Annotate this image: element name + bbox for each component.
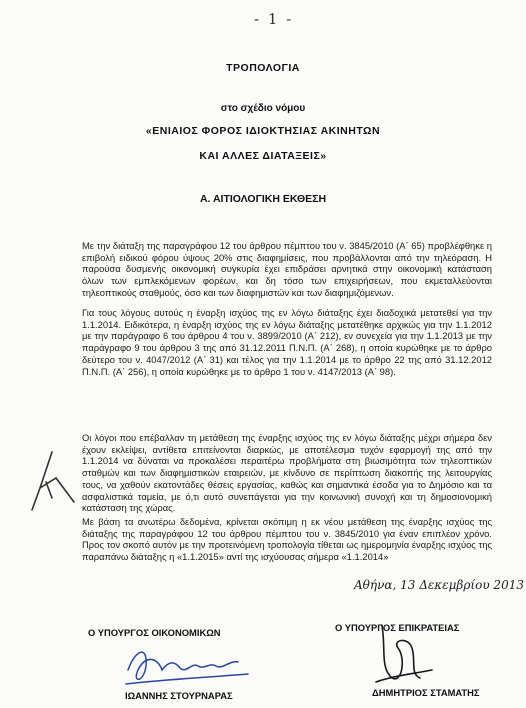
minister-2-name: ΔΗΜΗΤΡΙΟΣ ΣΤΑΜΑΤΗΣ bbox=[372, 687, 480, 698]
date-line: Αθήνα, 13 Δεκεμβρίου 2013 bbox=[354, 578, 524, 592]
paragraph-3: Οι λόγοι που επέβαλλαν τη μετάθεση της έναρξης ισχύος της εν λόγω διάταξης μέχρι σήμερα δεν έχουν εκλείψει, αντίθετα επιτείνονται διαρκώς, με αποτέλεσμα τυχόν εφαρμογή της από την 1.1.2014 να δύναται να προκαλέσει περαιτέρω προβλήματα στη βιωσιμότητα των τηλεοπτικών σταθμών και των διαφημιστικών εταιρειών, με κίνδυνο σε περίπτωση διακοπής της λειτουργίας τους, να χαθούν εκατοντάδες θέσεις εργασίας, καθώς και σημαντικά έσοδα για το Δημόσιο και τα ασφαλιστικά ταμεία, με ό,τι αυτό συνεπάγεται για την κοινωνική συνοχή και τη δημοσιονομική κατάσταση της χώρας. bbox=[82, 432, 492, 514]
paragraph-2: Για τους λόγους αυτούς η έναρξη ισχύος της εν λόγω διάταξης έχει διαδοχικά μετατεθεί για την 1.1.2014. Ειδικότερα, η έναρξη ισχύος της εν λόγω διάταξης μετατέθηκε αρχικώς για την 1.1.2012 με την παράγραφο 6 του άρθρου 4 του ν. 3899/2010 (Α΄ 212), εν συνεχεία για την 1.1.2013 με την παράγραφο 9 του άρθρου 3 της από 31.12.2011 Π.Ν.Π. (Α΄ 268), η οποία κυρώθηκε με το άρθρο δεύτερο του ν. 4047/2012 (Α΄ 31) και τέλος για την 1.1.2014 με το άρθρο 22 της από 31.12.2012 Π.Ν.Π. (Α΄ 256), η οποία κυρώθηκε με το άρθρο 1 του ν. 4147/2013 (Α΄ 98). bbox=[82, 307, 492, 377]
minister-2-title: Ο ΥΠΟΥΡΓΟΣ ΕΠΙΚΡΑΤΕΙΑΣ bbox=[335, 622, 460, 633]
paragraph-4: Με βάση τα ανωτέρω δεδομένα, κρίνεται σκόπιμη η εκ νέου μετάθεση της έναρξης ισχύος της διάταξης της παραγράφου 12 του άρθρου πέμπτου του ν. 3845/2010 για έναν επιπλέον χρόνο. Προς τον σκοπό αυτόν με την προτεινόμενη τροπολογία τίθεται ως ημερομηνία έναρξης ισχύος της παραπάνω διάταξης η «1.1.2015» αντί της ισχύουσας σήμερα «1.1.2014» bbox=[82, 516, 492, 563]
signature-stamatis bbox=[362, 618, 442, 688]
signature-stournaras bbox=[118, 640, 258, 690]
margin-mark bbox=[22, 448, 82, 518]
section-heading: Α. ΑΙΤΙΟΛΟΓΙΚΗ ΕΚΘΕΣΗ bbox=[199, 193, 327, 205]
subtitle-line-3: ΚΑΙ ΑΛΛΕΣ ΔΙΑΤΑΞΕΙΣ» bbox=[199, 150, 327, 162]
subtitle-line-1: στο σχέδιο νόμου bbox=[220, 103, 306, 114]
subtitle-line-2: «ΕΝΙΑΙΟΣ ΦΟΡΟΣ ΙΔΙΟΚΤΗΣΙΑΣ ΑΚΙΝΗΤΩΝ bbox=[145, 125, 381, 137]
document-title: ΤΡΟΠΟΛΟΓΙΑ bbox=[226, 62, 300, 74]
minister-1-name: ΙΩΑΝΝΗΣ ΣΤΟΥΡΝΑΡΑΣ bbox=[125, 690, 233, 701]
page-number: - 1 - bbox=[254, 10, 294, 28]
minister-1-title: Ο ΥΠΟΥΡΓΟΣ ΟΙΚΟΝΟΜΙΚΩΝ bbox=[88, 627, 221, 638]
paragraph-1: Με την διάταξη της παραγράφου 12 του άρθρου πέμπτου του ν. 3845/2010 (Α΄ 65) προβλέφθηκε η επιβολή ειδικού φόρου ύψους 20% στις διαφημίσεις, που προβάλλονται από την τηλεόραση. Η παρούσα δυσμενής οικονομική συγκυρία έχει επιδράσει αρνητικά στην οικονομική κατάσταση όλων των εμπλεκόμενων φορέων, και δη τόσο των επιχειρήσεων, που εκμεταλλεύονται τηλεοπτικούς σταθμούς, όσο και των διαφημιστών και των διαφημιζόμενων. bbox=[82, 240, 492, 298]
